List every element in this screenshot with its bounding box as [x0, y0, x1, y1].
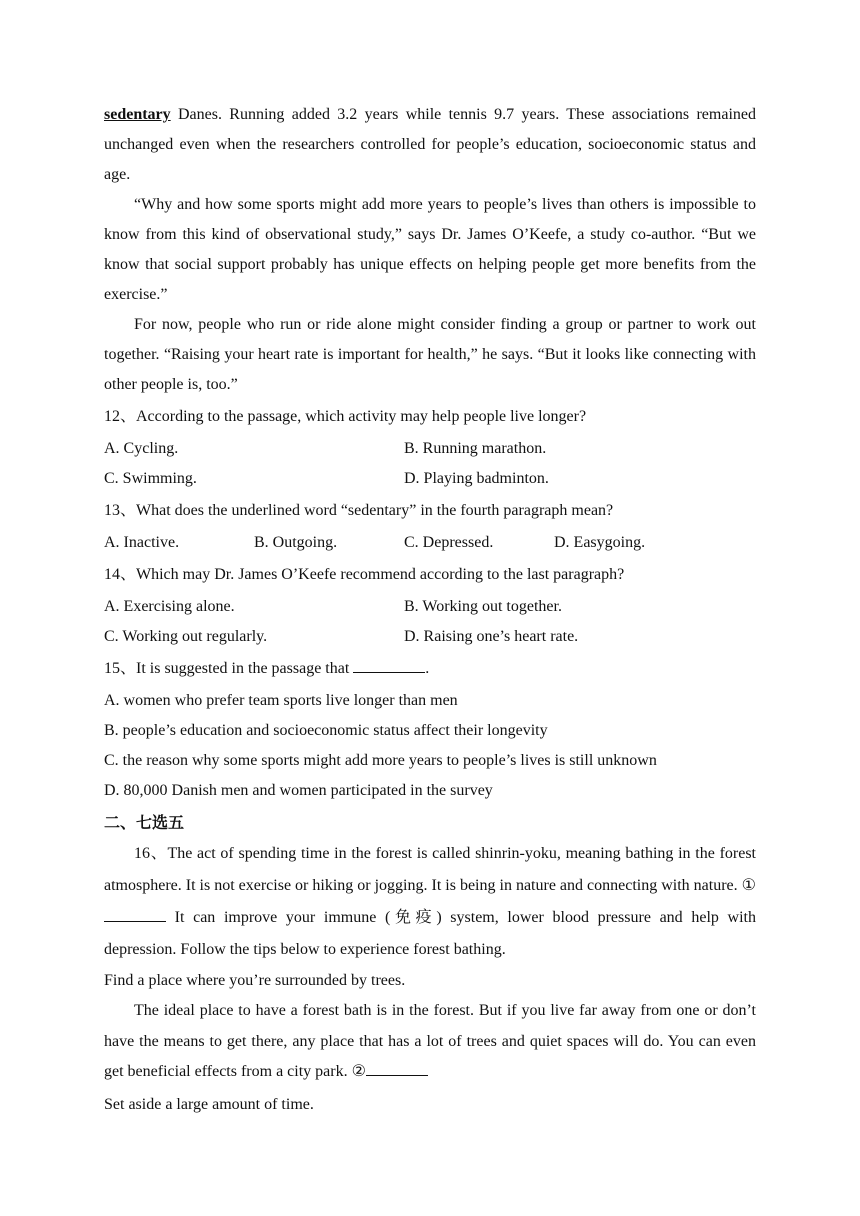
option-b: B. Working out together. [404, 598, 562, 615]
option-c: C. Depressed. [404, 534, 494, 551]
question-14-stem: 14、Which may Dr. James O’Keefe recommend according to the last paragraph? [104, 566, 625, 583]
option-d: D. 80,000 Danish men and women participated in the survey [104, 782, 493, 799]
option-d: D. Easygoing. [554, 534, 646, 551]
option-a: A. Cycling. [104, 440, 179, 457]
document-page [104, 100, 756, 1120]
question-13-stem: 13、What does the underlined word “sedentary” in the fourth paragraph mean? [104, 502, 614, 519]
option-b: B. people’s education and socioeconomic status affect their longevity [104, 722, 548, 739]
section2-paragraph-1: 16、The act of spending time in the forest is called shinrin-yoku, meaning bathing in the forest atmosphere. It is not exercise or hiking or jogging. It is being in nature and connecting with nature. ① It can improve your immune (免疫) system, lower blood pressure and help with depression. Follow the tips below to experience forest bathing. [104, 845, 756, 958]
passage-paragraph-3: For now, people who run or ride alone might consider finding a group or partner to work out together. “Raising your heart rate is important for health,” he says. “But it looks like connecting with other people is, too.” [104, 316, 756, 393]
question-13-options [104, 528, 756, 558]
underlined-word: sedentary [104, 106, 171, 123]
option-a: A. Inactive. [104, 534, 180, 551]
tip-heading-2: Set aside a large amount of time. [104, 1095, 314, 1113]
question-14-options [104, 592, 756, 622]
option-d: D. Raising one’s heart rate. [404, 628, 579, 645]
option-d: D. Playing badminton. [404, 470, 549, 487]
question-12-options [104, 434, 756, 464]
question-12-options-2 [104, 464, 756, 494]
tip-heading-1: Find a place where you’re surrounded by trees. [104, 972, 406, 989]
question-14-options-2 [104, 622, 756, 652]
answer-blank [353, 658, 425, 673]
section-heading: 二、七选五 [104, 813, 185, 832]
question-15-stem: 15、It is suggested in the passage that . [104, 660, 430, 677]
passage-paragraph-1: sedentary Danes. Running added 3.2 years while tennis 9.7 years. These associations remained unchanged even when the researchers controlled for people’s education, socioeconomic status and age. [104, 106, 756, 183]
option-b: B. Running marathon. [404, 440, 547, 457]
question-12-stem: 12、According to the passage, which activity may help people live longer? [104, 408, 587, 425]
section2-paragraph-2: The ideal place to have a forest bath is in the forest. But if you live far away from one or don’t have the means to get there, any place that has a lot of trees and quiet spaces will do. You can even get beneficial effects from a city park. ② [104, 1002, 756, 1080]
option-b: B. Outgoing. [254, 534, 338, 551]
passage-paragraph-2: “Why and how some sports might add more years to people’s lives than others is impossible to know from this kind of observational study,” says Dr. James O’Keefe, a study co-author. “But we know that social support probably has unique effects on helping people get more benefits from the exercise.” [104, 196, 756, 303]
option-a: A. Exercising alone. [104, 598, 235, 615]
blank-2 [366, 1061, 428, 1076]
option-c: C. the reason why some sports might add more years to people’s lives is still unknown [104, 752, 657, 769]
option-c: C. Working out regularly. [104, 628, 268, 645]
blank-1 [104, 907, 166, 922]
option-c: C. Swimming. [104, 470, 197, 487]
option-a: A. women who prefer team sports live longer than men [104, 692, 458, 709]
